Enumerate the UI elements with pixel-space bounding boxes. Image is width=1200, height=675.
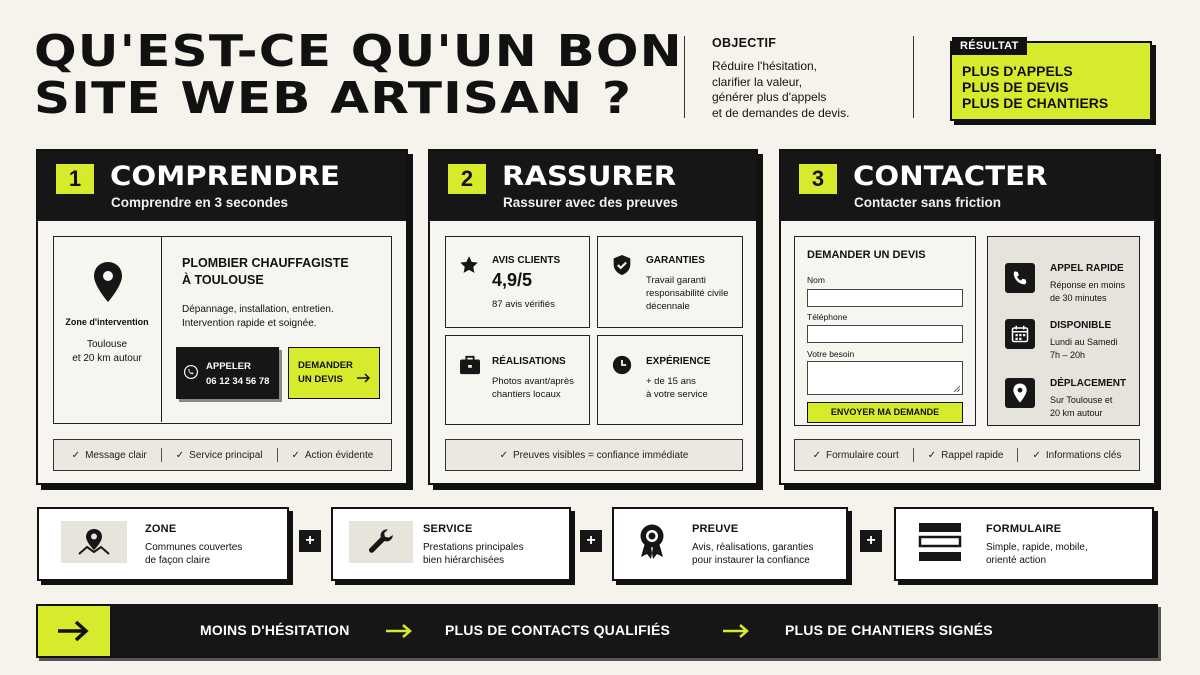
plus-icon: + xyxy=(299,530,321,552)
outcome-text: MOINS D'HÉSITATION xyxy=(200,622,350,638)
map-pin-icon xyxy=(61,521,127,563)
phone-icon xyxy=(184,365,198,379)
plus-icon: + xyxy=(580,530,602,552)
info-text: Sur Toulouse et 20 km autour xyxy=(1050,395,1113,418)
info-title: DÉPLACEMENT xyxy=(1050,378,1127,389)
step-title: RASSURER xyxy=(502,161,677,192)
outcome-text: PLUS DE CONTACTS QUALIFIÉS xyxy=(445,622,671,638)
award-icon-glyph xyxy=(637,523,667,561)
cell-title: EXPÉRIENCE xyxy=(646,356,711,367)
step-subtitle: Contacter sans friction xyxy=(854,195,1002,210)
rating-value: 4,9/5 xyxy=(492,270,533,290)
step-title: COMPRENDRE xyxy=(110,161,340,192)
resize-handle-icon xyxy=(953,385,960,392)
component-text: Avis, réalisations, garanties pour instaurer la confiance xyxy=(692,542,814,566)
location-pin-icon xyxy=(1005,378,1035,408)
check-item: ✓ Rappel rapide xyxy=(927,449,1004,461)
cell-text: Photos avant/après chantiers locaux xyxy=(492,376,574,400)
form-icon-glyph xyxy=(917,521,963,563)
outcome-text: PLUS DE CHANTIERS SIGNÉS xyxy=(785,622,993,638)
proof-cell-reviews xyxy=(445,236,590,328)
field-label: Nom xyxy=(807,275,825,285)
component-service xyxy=(331,507,571,581)
call-button[interactable] xyxy=(176,347,279,399)
result-line: PLUS DE CHANTIERS xyxy=(962,95,1109,111)
calendar-icon xyxy=(1005,319,1035,349)
component-zone xyxy=(37,507,289,581)
step-panel-comprendre xyxy=(36,149,408,485)
info-title: DISPONIBLE xyxy=(1050,320,1112,331)
objective-text: Réduire l'hésitation, clarifier la valeur, générer plus d'appels et de demandes de devis. xyxy=(712,59,850,120)
cell-title: AVIS CLIENTS xyxy=(492,255,561,266)
field-label: Votre besoin xyxy=(807,349,855,359)
form-title: DEMANDER UN DEVIS xyxy=(807,249,926,261)
check-item: ✓ Informations clés xyxy=(1032,449,1122,461)
arrow-right-icon xyxy=(36,604,112,658)
page-title: QU'EST-CE QU'UN BON SITE WEB ARTISAN ? xyxy=(34,26,683,124)
component-title: SERVICE xyxy=(423,523,473,535)
check-item: ✓ Preuves visibles = confiance immédiate xyxy=(499,449,689,461)
wrench-icon xyxy=(349,521,413,563)
result-tag: RÉSULTAT xyxy=(952,37,1027,55)
info-title: APPEL RAPIDE xyxy=(1050,263,1124,274)
check-item: ✓ Formulaire court xyxy=(812,449,899,461)
step-subtitle: Comprendre en 3 secondes xyxy=(111,195,289,210)
clock-icon xyxy=(612,355,632,375)
need-textarea[interactable] xyxy=(807,361,963,395)
step-panel-contacter xyxy=(779,149,1156,485)
award-icon xyxy=(628,521,676,563)
call-number: 06 12 34 56 78 xyxy=(206,376,270,387)
cell-text: + de 15 ans à votre service xyxy=(646,376,708,400)
result-line: PLUS DE DEVIS xyxy=(962,79,1069,95)
component-text: Communes couvertes de façon claire xyxy=(145,542,243,566)
header-divider xyxy=(684,36,685,118)
field-label: Téléphone xyxy=(807,312,848,322)
call-label: APPELER xyxy=(206,361,251,372)
step-panel-rassurer xyxy=(428,149,758,485)
cell-text: 87 avis vérifiés xyxy=(492,299,555,310)
contact-info-column xyxy=(987,236,1140,426)
info-text: Lundi au Samedi 7h – 20h xyxy=(1050,337,1118,360)
panel-header xyxy=(430,151,756,221)
check-item: ✓ Action évidente xyxy=(291,449,374,461)
plus-icon: + xyxy=(860,530,882,552)
calendar-icon-glyph xyxy=(1011,325,1029,343)
component-formulaire xyxy=(894,507,1154,581)
cell-text: Travail garanti responsabilité civile décennale xyxy=(646,275,729,312)
step-title: CONTACTER xyxy=(853,161,1048,192)
component-preuve xyxy=(612,507,848,581)
check-icon: ✓ xyxy=(71,449,81,461)
footer-checklist xyxy=(794,439,1140,471)
step-number: 2 xyxy=(448,164,486,194)
location-pin-icon xyxy=(92,261,124,303)
check-item: ✓ Message clair xyxy=(71,449,147,461)
wrench-icon-glyph xyxy=(366,527,396,557)
proof-cell-experience xyxy=(597,335,743,425)
cell-title: GARANTIES xyxy=(646,255,705,266)
step-number: 3 xyxy=(799,164,837,194)
arrow-right-icon-glyph xyxy=(56,619,92,643)
phone-icon-glyph xyxy=(1011,269,1029,287)
zone-label: Zone d'intervention xyxy=(65,317,149,327)
location-pin-icon-glyph xyxy=(1012,383,1028,403)
footer-checklist xyxy=(445,439,743,471)
check-icon: ✓ xyxy=(812,449,821,461)
result-line: PLUS D'APPELS xyxy=(962,63,1073,79)
component-text: Prestations principales bien hiérarchisées xyxy=(423,542,524,566)
check-icon: ✓ xyxy=(291,449,300,461)
header-divider xyxy=(913,36,914,118)
cell-title: RÉALISATIONS xyxy=(492,356,566,367)
component-title: FORMULAIRE xyxy=(986,523,1062,535)
arrow-right-icon xyxy=(357,373,371,383)
arrow-right-icon xyxy=(385,624,413,638)
business-description: Dépannage, installation, entretien. Intervention rapide et soignée. xyxy=(182,304,334,329)
map-pin-icon-glyph xyxy=(77,527,111,557)
star-icon xyxy=(459,255,479,275)
check-item: ✓ Service principal xyxy=(175,449,263,461)
proof-cell-guarantees xyxy=(597,236,743,328)
component-title: PREUVE xyxy=(692,523,739,535)
shield-check-icon xyxy=(612,254,632,276)
business-title: PLOMBIER CHAUFFAGISTE À TOULOUSE xyxy=(182,256,349,287)
briefcase-icon xyxy=(459,355,481,375)
check-icon: ✓ xyxy=(1032,449,1041,461)
submit-button[interactable]: ENVOYER MA DEMANDE xyxy=(807,402,963,423)
mock-hero xyxy=(53,236,392,424)
result-box xyxy=(950,37,1156,123)
quote-form xyxy=(794,236,976,426)
check-icon: ✓ xyxy=(499,449,508,461)
quote-button[interactable] xyxy=(288,347,380,399)
panel-header xyxy=(38,151,406,221)
form-icon xyxy=(910,521,970,563)
objective-heading: OBJECTIF xyxy=(712,36,777,50)
step-number: 1 xyxy=(56,164,94,194)
info-text: Réponse en moins de 30 minutes xyxy=(1050,280,1126,303)
arrow-right-icon xyxy=(722,624,750,638)
proof-cell-realisations xyxy=(445,335,590,425)
phone-icon xyxy=(1005,263,1035,293)
step-subtitle: Rassurer avec des preuves xyxy=(503,195,678,210)
outcome-band xyxy=(36,604,1158,658)
component-title: ZONE xyxy=(145,523,177,535)
check-icon: ✓ xyxy=(175,449,185,461)
component-text: Simple, rapide, mobile, orienté action xyxy=(986,542,1088,566)
footer-checklist xyxy=(53,439,392,471)
name-field[interactable] xyxy=(807,289,963,307)
quote-label: DEMANDER UN DEVIS xyxy=(298,360,353,385)
zone-column xyxy=(54,237,162,422)
phone-field[interactable] xyxy=(807,325,963,343)
check-icon: ✓ xyxy=(927,449,937,461)
panel-header xyxy=(781,151,1154,221)
zone-text: Toulouse et 20 km autour xyxy=(72,339,142,364)
